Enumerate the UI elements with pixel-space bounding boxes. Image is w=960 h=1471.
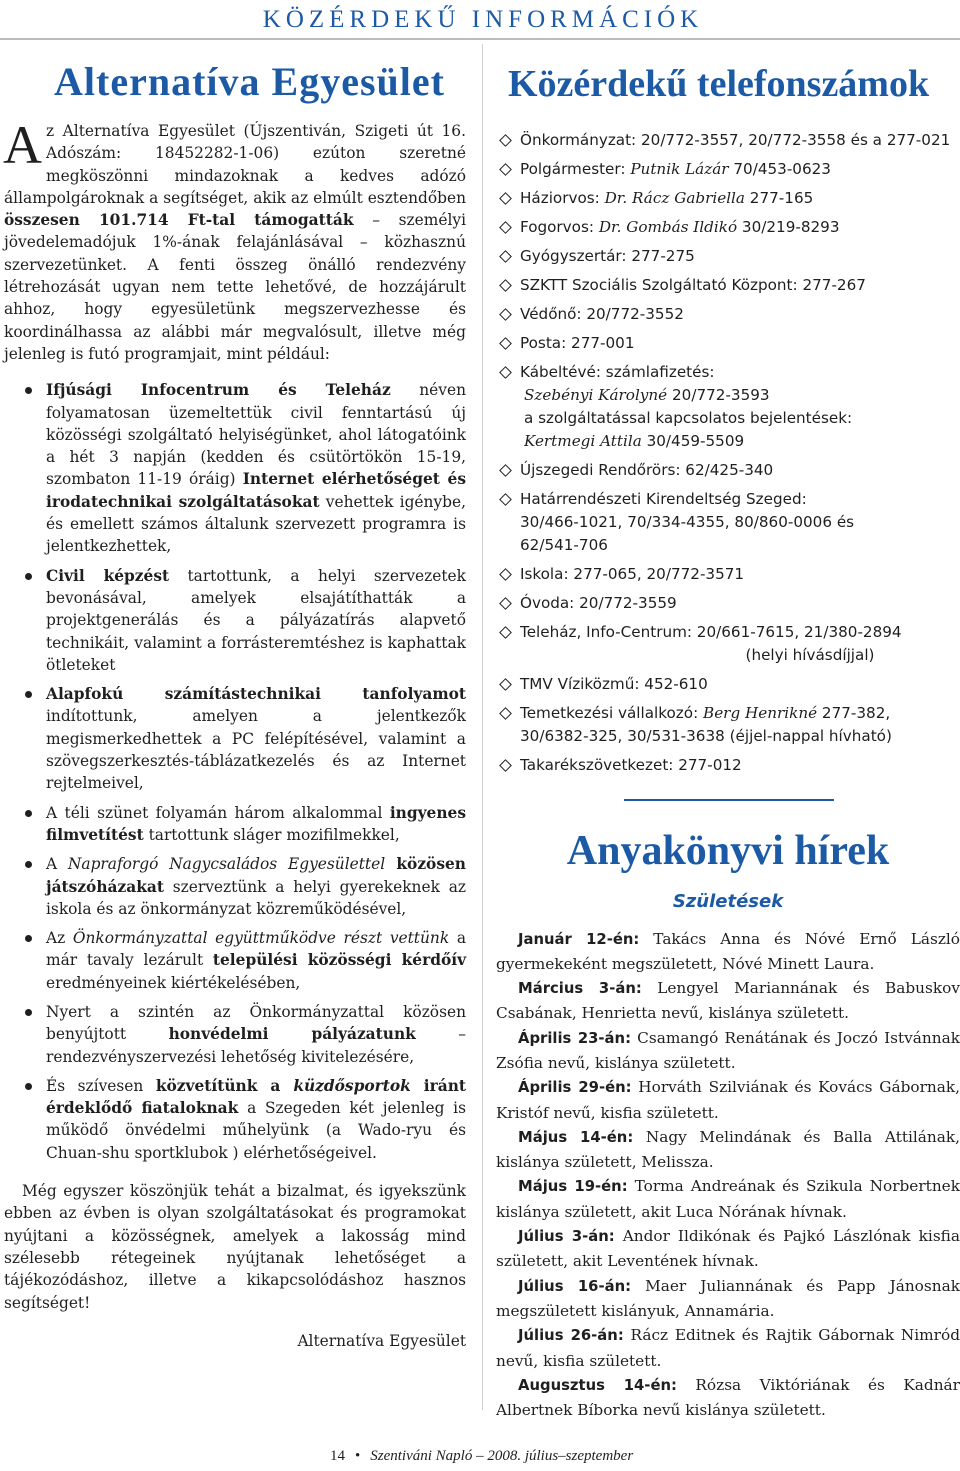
item-bold: közvetítünk a	[155, 1076, 294, 1095]
item-text: szerveztünk a helyi gyerekeknek az iskola és az önkormányzat közreműködésével,	[46, 877, 466, 918]
item-text: A	[46, 855, 68, 874]
birth-entry	[496, 927, 960, 977]
phone-text: Polgármester:	[520, 160, 631, 178]
birth-date: Május 19-én:	[518, 1178, 628, 1196]
bullet-icon	[25, 861, 32, 868]
diamond-bullet-icon	[499, 279, 512, 292]
birth-entry	[496, 976, 960, 1026]
phone-text: TMV Víziközmű: 452-610	[520, 675, 708, 693]
item-bold: közösen játszóházakat	[46, 855, 466, 896]
birth-entry	[496, 1174, 960, 1224]
list-item	[22, 683, 466, 794]
phone-item	[496, 361, 960, 453]
item-text: néven folyamatosan üzemeltettük civil fenntartású új közösségi szolgáltató helyiségünket, ahol látogatóink a hét 3 napján (kedden és csütörtökön 15-19, szombaton 11-19 óráig)	[46, 381, 466, 489]
phones-title: Közérdekű telefonszámok	[508, 63, 930, 105]
bullet-icon	[25, 1083, 32, 1090]
phone-number: 277-382,	[817, 704, 891, 722]
phone-text: Kábeltévé: számlafizetés:	[520, 363, 715, 381]
phone-note: (helyi hívásdíjjal)	[745, 646, 875, 664]
header-rule	[0, 38, 960, 40]
article-body	[3, 115, 467, 1352]
phone-person: Dr. Gombás Ildikó	[598, 218, 738, 236]
phone-item	[496, 592, 960, 615]
list-item	[22, 802, 466, 847]
phone-person: Szebényi Károlyné	[524, 386, 668, 404]
phone-item	[496, 702, 960, 748]
item-text: a Szegeden két jelenleg is működő önvédelmi műhelyünk (a Wado-ryu és Chuan-shu sportklubok ) elérhetőségeivel.	[46, 1099, 466, 1162]
list-item	[22, 927, 466, 994]
item-italic: Napraforgó Nagycsaládos Egyesülettel	[67, 855, 386, 874]
bullet-icon	[25, 935, 32, 942]
intro-text-2: – személyi jövedelemadójuk 1%-ának felajánlásával – közhasznú szervezetünket. A fenti összeg önálló rendezvény létrehozását ugyan nem tette lehetővé, de hozzájárult ahhoz, hogy egyesületünk megszervezhesse és koordinálhassa az alábbi már megvalósult, illetve még jelenleg is futó programjait, mint például:	[4, 211, 467, 363]
birth-entry	[496, 1125, 960, 1175]
diamond-bullet-icon	[499, 192, 512, 205]
right-column	[496, 62, 960, 1422]
births-heading: Születések	[672, 890, 784, 912]
item-bold: iránt érdeklődő fiataloknak	[46, 1076, 466, 1118]
births-list	[496, 927, 960, 1423]
diamond-bullet-icon	[499, 337, 512, 350]
phone-person: Berg Henrikné	[703, 704, 818, 722]
birth-text: Csamangó Renátának és Joczó Istvánnak Zsófia nevű, kislánya született.	[496, 1028, 960, 1072]
birth-text: Nagy Melindának és Balla Attilának, kislánya született, Melissza.	[496, 1127, 960, 1172]
diamond-bullet-icon	[499, 626, 512, 639]
phone-item	[496, 303, 960, 326]
list-item	[22, 565, 466, 676]
diamond-bullet-icon	[499, 707, 512, 720]
bullet-icon	[25, 810, 32, 817]
diamond-bullet-icon	[499, 163, 512, 176]
item-bold-italic: küzdősportok	[293, 1076, 411, 1095]
list-item	[22, 853, 466, 920]
phone-person: Putnik Lázár	[630, 160, 729, 178]
phone-number: 62/541-706	[520, 536, 608, 554]
article-title: Alternatíva Egyesület	[54, 59, 445, 104]
list-item	[22, 1001, 466, 1068]
diamond-bullet-icon	[499, 221, 512, 234]
birth-text: Rácz Editnek és Rajtik Gábornak Nimród nevű, kisfia született.	[496, 1326, 960, 1370]
phone-text: Háziorvos:	[520, 189, 605, 207]
item-bold: Alapfokú számítástechnikai tanfolyamot	[46, 685, 466, 704]
phone-text: Gyógyszertár: 277-275	[520, 247, 695, 265]
phone-text: Védőnő: 20/772-3552	[520, 305, 684, 323]
phone-item	[496, 158, 960, 181]
phone-number: 30/466-1021, 70/334-4355, 80/860-0006 és	[520, 513, 855, 531]
left-column	[4, 58, 466, 1352]
phone-person: Kertmegi Attila	[524, 432, 642, 450]
birth-date: Március 3-án:	[518, 980, 642, 998]
phone-number: 70/453-0623	[728, 160, 831, 178]
birth-text: Andor Ildikónak és Pajkó Lászlónak kisfia született, akit Leventének hívnak.	[496, 1227, 960, 1271]
birth-entry	[496, 1274, 960, 1324]
birth-entry	[496, 1026, 960, 1076]
phone-item	[496, 459, 960, 482]
phone-text: SZKTT Szociális Szolgáltató Központ: 277-267	[520, 276, 866, 294]
phone-text: a szolgáltatással kapcsolatos bejelentések:	[524, 409, 853, 427]
phone-item	[496, 187, 960, 210]
registry-title: Anyakönyvi hírek	[566, 827, 890, 874]
birth-entry	[496, 1373, 960, 1423]
phone-subline	[520, 702, 960, 725]
item-text: eredményeinek kiértékelésében,	[46, 973, 301, 992]
diamond-bullet-icon	[499, 464, 512, 477]
item-text: vehettek igénybe, és emellett számos általunk szervezett programra is jelentkezhettek,	[46, 492, 466, 556]
intro-emphasis: összesen 101.714 Ft-tal támogatták	[4, 211, 354, 230]
phone-subline	[520, 384, 960, 407]
phone-number: 30/6382-325, 30/531-3638 (éjjel-nappal hívható)	[520, 727, 892, 745]
birth-entry	[496, 1224, 960, 1274]
list-item	[22, 379, 466, 557]
birth-text: Torma Andreának és Szikula Norbertnek kislánya született, akit Luca Nórának hívnak.	[496, 1177, 960, 1221]
journal-name: Szentiváni Napló – 2008. július–szeptember	[370, 1448, 634, 1464]
phone-item	[496, 129, 960, 152]
section-rule	[624, 799, 834, 801]
phone-item	[496, 563, 960, 586]
bullet-icon	[25, 691, 32, 698]
bullet-icon	[25, 1009, 32, 1016]
program-list	[4, 379, 466, 1164]
birth-date: Július 3-án:	[518, 1228, 615, 1246]
phone-item	[496, 488, 960, 557]
phone-person: Dr. Rácz Gabriella	[604, 189, 745, 207]
birth-date: Július 16-án:	[518, 1277, 632, 1295]
column-divider	[482, 44, 483, 1410]
intro-paragraph	[3, 115, 467, 365]
page-footer	[330, 1448, 633, 1465]
section-header: KÖZÉRDEKŰ INFORMÁCIÓK	[262, 6, 704, 33]
birth-date: Augusztus 14-én:	[518, 1376, 677, 1394]
birth-entry	[496, 1075, 960, 1125]
item-text: Az	[46, 929, 73, 948]
item-text: A téli szünet folyamán három alkalommal	[46, 803, 390, 822]
signature: Alternatíva Egyesület	[297, 1331, 466, 1350]
phone-item	[496, 332, 960, 355]
page-number: 14	[330, 1448, 345, 1464]
phone-text: Teleház, Info-Centrum: 20/661-7615, 21/380-2894	[520, 623, 902, 641]
phone-text: Iskola: 277-065, 20/772-3571	[520, 565, 745, 583]
list-item	[22, 1075, 466, 1164]
birth-entry	[496, 1323, 960, 1373]
diamond-bullet-icon	[499, 678, 512, 691]
phone-number: 20/772-3593	[667, 386, 770, 404]
phone-subline	[520, 430, 960, 453]
phone-number: 30/459-5509	[641, 432, 745, 450]
phone-text: Takarékszövetkezet: 277-012	[520, 756, 742, 774]
bullet-icon	[25, 387, 32, 394]
footer-separator: •	[355, 1448, 361, 1464]
closing-paragraph: Még egyszer köszönjük tehát a bizalmat, és igyekszünk ebben az évben is olyan szolgáltatásokat és programokat nyújtani a közösségnek, amelyek a lakosság mind szélesebb rétegeinek nyújtanak lehetőséget a tájékozódáshoz, illetve a kikapcsolódáshoz hasznos segítséget!	[4, 1182, 466, 1312]
phone-number: 277-165	[744, 189, 814, 207]
phone-text: Temetkezési vállalkozó:	[520, 704, 704, 722]
diamond-bullet-icon	[499, 568, 512, 581]
diamond-bullet-icon	[499, 366, 512, 379]
birth-date: Július 26-án:	[518, 1327, 624, 1345]
intro-text: z Alternatíva Egyesület (Újszentiván, Szigeti út 16. Adószám: 18452282-1-06) ezúton szeretné megköszönni mindazoknak a kedves adózó állampolgároknak a segítséget, akik az elmúlt esztendőben	[4, 122, 466, 207]
item-italic: Önkormányzattal együttműködve részt vettünk	[72, 929, 450, 948]
item-bold: Ifjúsági Infocentrum és Teleház	[46, 381, 391, 400]
item-text: tartottunk, a helyi szervezetek bevonásával, amelyek elsajátíthatták a projektgenerálás és a pályázatírás alapvető technikáit, valamint a forrásteremtéshez is kaphattak ötleteket	[46, 566, 466, 674]
phone-item	[496, 673, 960, 696]
diamond-bullet-icon	[499, 308, 512, 321]
bullet-icon	[25, 573, 32, 580]
item-text: a már tavaly lezárult	[46, 929, 466, 970]
item-text: – rendezvényszervezési lehetőség kivitelezésére,	[46, 1025, 466, 1066]
phone-text: Fogorvos:	[520, 218, 599, 236]
diamond-bullet-icon	[499, 250, 512, 263]
phone-number: 30/219-8293	[737, 218, 840, 236]
diamond-bullet-icon	[499, 134, 512, 147]
item-bold: Civil képzést	[46, 566, 170, 585]
item-text: Nyert a szintén az Önkormányzattal közösen benyújtott	[46, 1002, 466, 1044]
phone-item	[496, 754, 960, 777]
diamond-bullet-icon	[499, 759, 512, 772]
diamond-bullet-icon	[499, 597, 512, 610]
birth-text: Horváth Szilviának és Kovács Gábornak, Kristóf nevű, kisfia született.	[496, 1078, 960, 1122]
item-bold: települési közösségi kérdőív	[212, 951, 467, 970]
phone-item	[496, 245, 960, 268]
item-bold: ingyenes filmvetítést	[46, 803, 466, 844]
phone-item	[496, 274, 960, 297]
phone-text: Posta: 277-001	[520, 334, 635, 352]
item-text: És szívesen	[46, 1076, 156, 1095]
phone-item	[496, 216, 960, 239]
diamond-bullet-icon	[499, 493, 512, 506]
dropcap: A	[3, 115, 42, 175]
item-bold: honvédelmi pályázatunk	[168, 1025, 416, 1044]
birth-text: Takács Anna és Nóvé Ernő László gyermekeként megszületett, Nóvé Minett Laura.	[496, 929, 960, 973]
birth-text: Maer Juliannának és Papp Jánosnak megszületett kislányuk, Annamária.	[496, 1276, 960, 1320]
item-text: tartottunk sláger mozifilmekkel,	[143, 825, 400, 844]
phone-text: Önkormányzat: 20/772-3557, 20/772-3558 és a 277-021	[520, 131, 951, 149]
item-text: indítottunk, amelyen a jelentkezők megismerkedhettek a PC felépítésével, valamint a szövegszerkesztés-táblázatkezelés és az Internet rejtelmeivel,	[46, 707, 466, 793]
phone-item	[496, 621, 960, 667]
birth-date: Május 14-én:	[518, 1128, 634, 1146]
birth-date: Április 29-én:	[518, 1079, 632, 1097]
item-bold: Internet elérhetőséget és irodatechnikai szolgáltatásokat	[46, 470, 466, 511]
phone-list	[496, 129, 960, 777]
birth-date: Április 23-án:	[518, 1029, 631, 1047]
birth-text: Lengyel Mariannának és Babuskov Csabának, Henrietta nevű, kislánya született.	[496, 979, 960, 1023]
phone-text: Óvoda: 20/772-3559	[520, 594, 677, 612]
birth-text: Rózsa Viktóriának és Kadnár Albertnek Bíborka nevű kislánya született.	[496, 1375, 960, 1420]
phone-text: Újszegedi Rendőrörs: 62/425-340	[520, 461, 774, 479]
birth-date: Január 12-én:	[518, 930, 640, 948]
phone-text: Határrendészeti Kirendeltség Szeged:	[520, 490, 807, 508]
